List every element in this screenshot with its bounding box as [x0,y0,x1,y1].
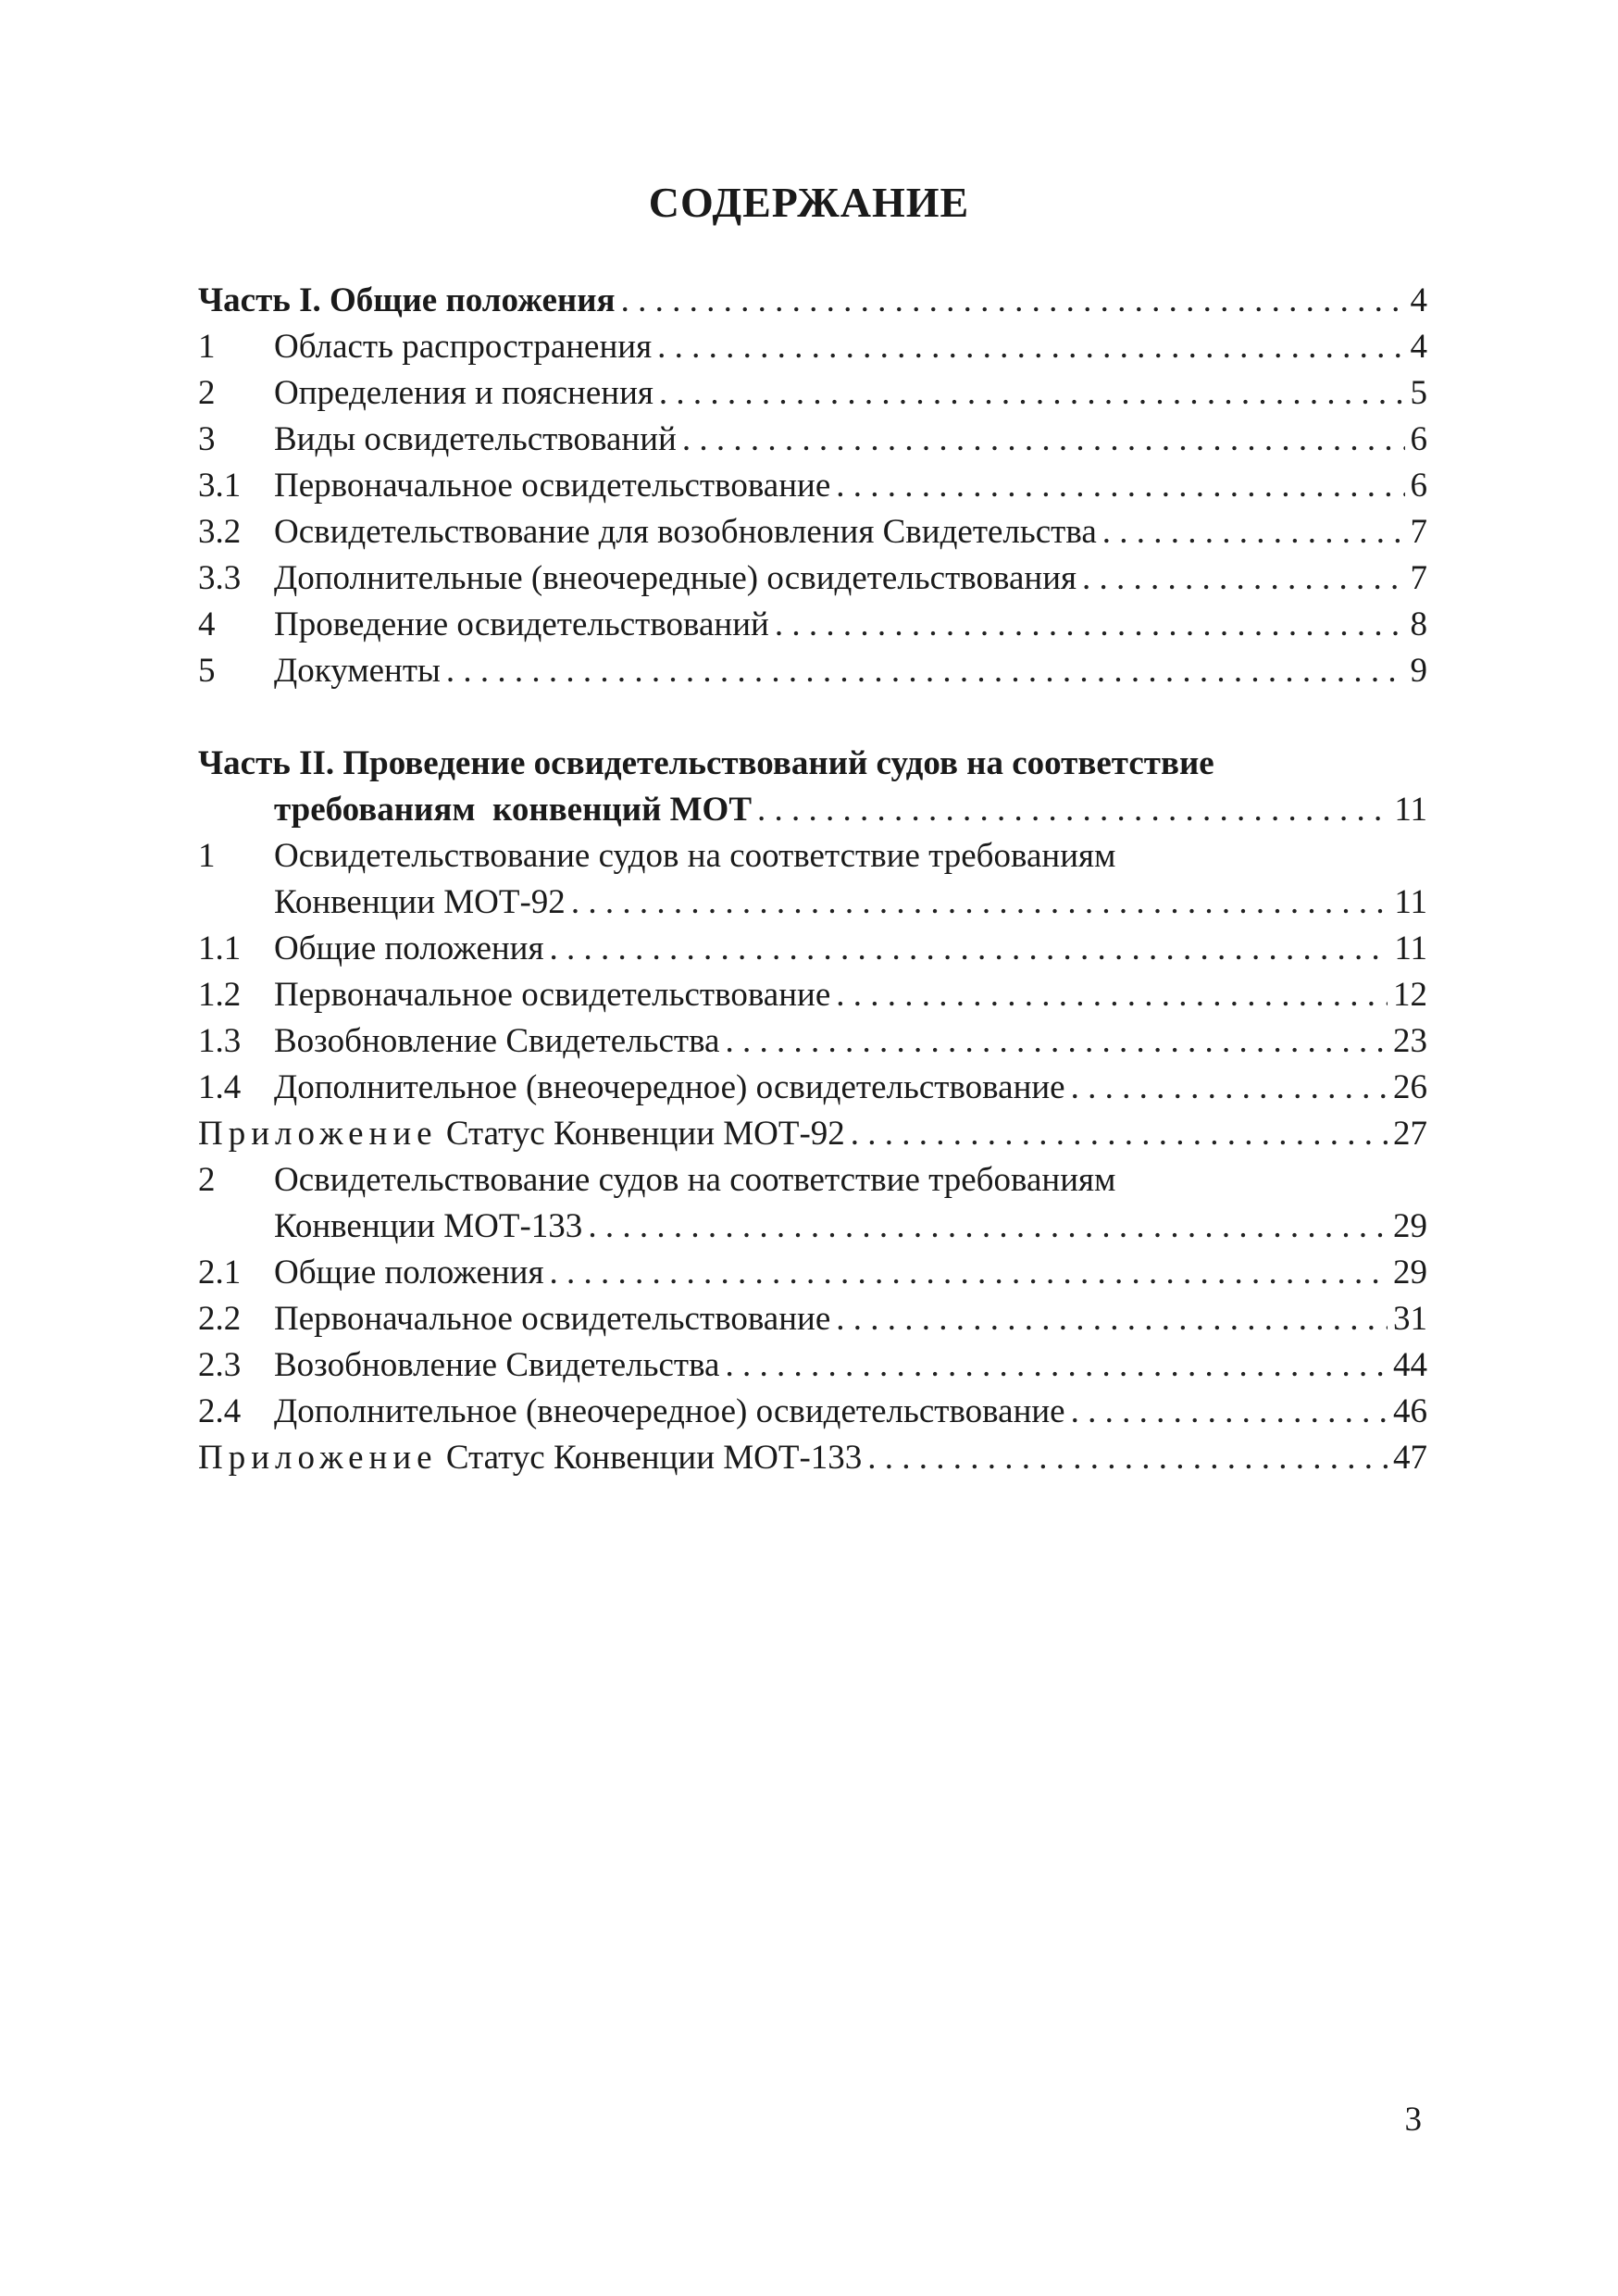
appendix-title: Статус Конвенции МОТ-92 [445,1115,845,1153]
appendix-title: Статус Конвенции МОТ-133 [445,1439,863,1477]
toc-page: 8 [1410,605,1427,643]
toc-section-continuation[interactable] [198,880,1427,926]
toc-appendix-label [198,1111,845,1157]
toc-label: Общие положения [274,1254,544,1292]
dot-leader [725,1342,1388,1389]
toc-part1-heading[interactable] [198,278,1427,324]
toc-number: 1.1 [198,930,242,967]
toc-page: 26 [1393,1068,1427,1106]
toc-section[interactable] [198,833,1427,880]
toc-label: Область распространения [274,328,653,366]
dot-leader [682,417,1405,463]
toc-label: Конвенции МОТ-92 [274,883,566,921]
toc-label: Общие положения [274,930,544,967]
dot-leader [775,602,1405,648]
toc-page: 29 [1393,1207,1427,1245]
dot-leader [757,787,1388,833]
dot-leader [549,926,1388,972]
toc-item[interactable] [198,1296,1427,1342]
toc-label: Проведение освидетельствований [274,605,769,643]
toc-part-heading-continuation: требованиям конвенций МОТ [274,791,753,829]
toc-item[interactable] [198,509,1427,555]
toc-label: Возобновление Свидетельства [274,1346,720,1384]
toc-page: 9 [1410,652,1427,690]
toc-number: 1 [198,837,216,875]
dot-leader [1082,555,1404,602]
toc-label: Конвенции МОТ-133 [274,1207,583,1245]
toc-number: 1.3 [198,1022,242,1060]
toc-item[interactable] [198,417,1427,463]
toc-number: 2.4 [198,1392,242,1430]
toc-page: 11 [1394,930,1427,967]
toc-number: 2.3 [198,1346,242,1384]
toc-item[interactable] [198,972,1427,1018]
toc-number: 3 [198,420,216,458]
toc-appendix-label [198,1435,862,1481]
toc-item[interactable] [198,1018,1427,1065]
dot-leader [571,880,1389,926]
toc-number: 3.1 [198,467,242,505]
toc-page: 5 [1410,374,1427,412]
toc-label: Дополнительное (внеочередное) освидетельствование [274,1068,1065,1106]
dot-leader [725,1018,1388,1065]
toc-page: 29 [1393,1254,1427,1292]
dot-leader [621,278,1405,324]
toc-label: Освидетельствование для возобновления Свидетельства [274,513,1097,551]
dot-leader [1071,1389,1388,1435]
toc-item[interactable] [198,324,1427,370]
toc-item[interactable] [198,370,1427,417]
toc-page: 31 [1393,1300,1427,1338]
toc-page: 12 [1393,976,1427,1014]
dot-leader [1071,1065,1388,1111]
toc-part2-heading-line2[interactable] [198,787,1427,833]
dot-leader [867,1435,1388,1481]
toc-number: 2 [198,374,216,412]
toc-item[interactable] [198,555,1427,602]
toc-number: 3.2 [198,513,242,551]
toc-page: 11 [1394,883,1427,921]
toc-page: 23 [1393,1022,1427,1060]
toc-number: 2.2 [198,1300,242,1338]
dot-leader [1102,509,1405,555]
toc-item[interactable] [198,602,1427,648]
toc-label: Дополнительные (внеочередные) освидетельствования [274,559,1077,597]
dot-leader [836,463,1404,509]
toc-label: Освидетельствование судов на соответствие требованиям [274,1161,1116,1199]
toc-label: Документы [274,652,441,690]
toc-page: 7 [1410,513,1427,551]
toc-number: 5 [198,652,216,690]
toc-item[interactable] [198,1065,1427,1111]
toc-label: Освидетельствование судов на соответствие требованиям [274,837,1116,875]
toc-number: 1.2 [198,976,242,1014]
toc-label: Дополнительное (внеочередное) освидетельствование [274,1392,1065,1430]
dot-leader [836,972,1388,1018]
toc-part-heading: Часть I. Общие положения [198,281,616,319]
dot-leader [657,324,1404,370]
toc-section[interactable] [198,1157,1427,1204]
toc-part2-heading-line1[interactable] [198,741,1427,787]
page-title: СОДЕРЖАНИЕ [648,179,970,226]
toc-page: 11 [1394,791,1427,829]
dot-leader [549,1250,1388,1296]
toc-page: 7 [1410,559,1427,597]
toc-number: 1.4 [198,1068,242,1106]
toc-number: 2 [198,1161,216,1199]
dot-leader [851,1111,1388,1157]
toc-item[interactable] [198,648,1427,694]
dot-leader [588,1204,1388,1250]
toc-number: 2.1 [198,1254,242,1292]
page-number: 3 [1404,2101,1422,2139]
toc-item[interactable] [198,1342,1427,1389]
toc-page: 27 [1393,1115,1427,1153]
toc-item[interactable] [198,926,1427,972]
toc-page: 6 [1410,420,1427,458]
toc-page: 44 [1393,1346,1427,1384]
toc-label: Первоначальное освидетельствование [274,467,831,505]
appendix-word: Приложение [198,1439,438,1477]
toc-label: Первоначальное освидетельствование [274,976,831,1014]
appendix-word: Приложение [198,1115,438,1153]
toc-page: 46 [1393,1392,1427,1430]
dot-leader [659,370,1405,417]
toc-label: Определения и пояснения [274,374,653,412]
toc-page: 4 [1410,281,1427,319]
toc-label: Возобновление Свидетельства [274,1022,720,1060]
toc-page: 47 [1393,1439,1427,1477]
toc-label: Первоначальное освидетельствование [274,1300,831,1338]
dot-leader [446,648,1405,694]
dot-leader [836,1296,1388,1342]
toc-item[interactable] [198,1250,1427,1296]
toc-number: 4 [198,605,216,643]
toc-item[interactable] [198,1389,1427,1435]
toc-item[interactable] [198,463,1427,509]
toc-page: 4 [1410,328,1427,366]
toc-part-heading: Часть II. Проведение освидетельствований судов на соответствие [198,744,1214,782]
toc-label: Виды освидетельствований [274,420,677,458]
toc-section-continuation[interactable] [198,1204,1427,1250]
toc-appendix[interactable] [198,1111,1427,1157]
toc-page: 6 [1410,467,1427,505]
toc-number: 3.3 [198,559,242,597]
toc-appendix[interactable] [198,1435,1427,1481]
toc-number: 1 [198,328,216,366]
